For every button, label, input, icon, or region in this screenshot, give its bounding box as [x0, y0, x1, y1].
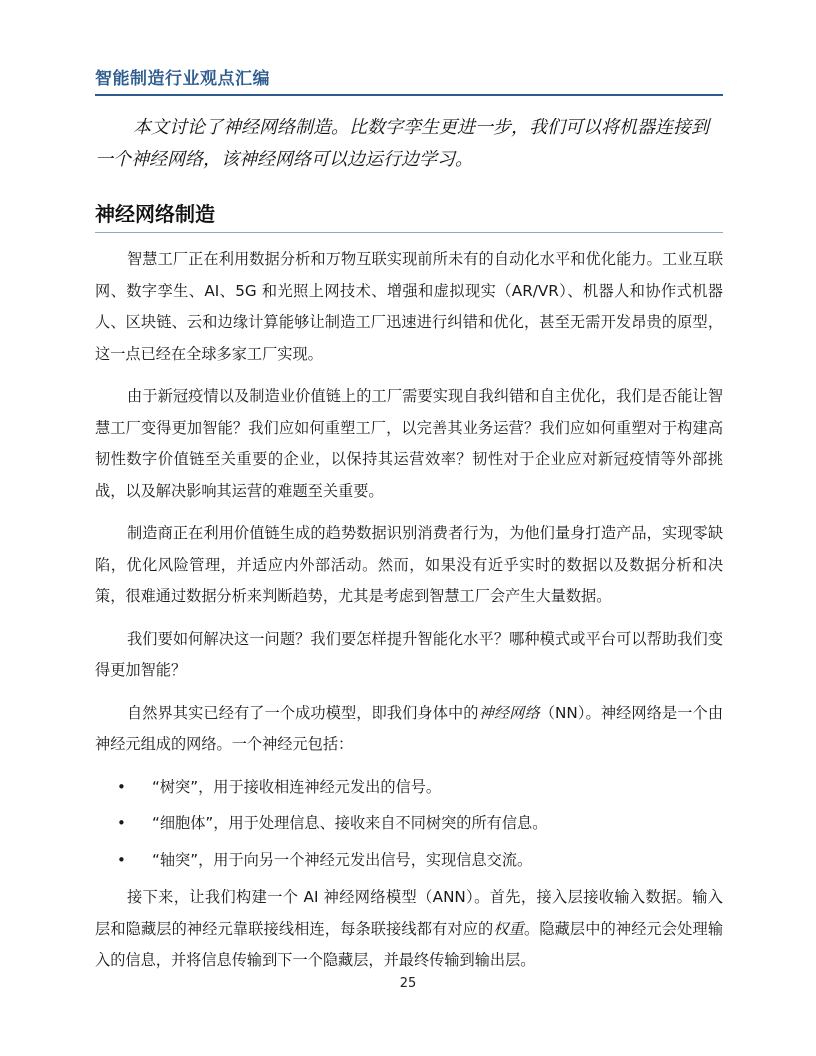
paragraph-2: 由于新冠疫情以及制造业价值链上的工厂需要实现自我纠错和自主优化，我们是否能让智慧工厂变得更加智能？我们应如何重塑工厂，以完善其业务运营？我们应如何重塑对于构建高韧性数字价值链至关重要的企业，以保持其运营效率？韧性对于企业应对新冠疫情等外部挑战，以及解决影响其运营的难题至关重要。 [95, 387, 723, 500]
body-text [95, 244, 723, 988]
intro-paragraph: 本文讨论了神经网络制造。比数字孪生更进一步，我们可以将机器连接到一个神经网络，该神经网络可以边运行边学习。 [95, 117, 709, 170]
list-item [95, 772, 723, 804]
section-title: 神经网络制造 [95, 202, 215, 226]
paragraph-4: 我们要如何解决这一问题？我们要怎样提升智能化水平？哪种模式或平台可以帮助我们变得更加智能？ [95, 629, 723, 679]
paragraph-6 [95, 882, 723, 977]
paragraph-5-emphasis: 神经网络 [478, 703, 540, 722]
paragraph-5-text-a: 自然界其实已经有了一个成功模型，即我们身体中的 [127, 703, 479, 722]
list-item-text: “树突”，用于接收相连神经元发出的信号。 [152, 777, 442, 796]
bullet-icon: • [117, 850, 126, 869]
paragraph-1: 智慧工厂正在利用数据分析和万物互联实现前所未有的自动化水平和优化能力。工业互联网、数字孪生、AI、5G 和光照上网技术、增强和虚拟现实（AR/VR）、机器人和协作式机器人、区块链、云和边缘计算能够让制造工厂迅速进行纠错和优化，甚至无需开发昂贵的原型，这一点已经在全球多家工厂实现。 [95, 250, 723, 363]
list-item-text: “轴突”，用于向另一个神经元发出信号，实现信息交流。 [152, 850, 533, 869]
paragraph-5 [95, 698, 723, 761]
running-header [95, 64, 723, 96]
paragraph-3: 制造商正在利用价值链生成的趋势数据识别消费者行为，为他们量身打造产品，实现零缺陷，优化风险管理，并适应内外部活动。然而，如果没有近乎实时的数据以及数据分析和决策，很难通过数据分析来判断趋势，尤其是考虑到智慧工厂会产生大量数据。 [95, 524, 723, 605]
paragraph-6-text-a: 接下来，让我们构建一个 AI 神经网络模型（ANN）。首先，接入层接收输入数据。输入层和隐藏层的神经元靠联接线相连，每条联接线都有对应的 [95, 888, 723, 938]
paragraph-5-text-b: （NN）。神经网络是一个由神经元组成的网络。一个神经元包括： [95, 703, 724, 753]
bullet-icon: • [117, 814, 126, 832]
neuron-parts-list [95, 772, 723, 877]
page-number: 25 [399, 976, 417, 991]
list-item-text: “细胞体”，用于处理信息、接收来自不同树突的所有信息。 [152, 814, 548, 832]
header-title: 智能制造行业观点汇编 [95, 69, 270, 89]
paragraph-6-emphasis: 权重 [493, 919, 524, 938]
section-heading [95, 198, 723, 233]
list-item [95, 845, 723, 877]
list-item [95, 808, 723, 840]
bullet-icon: • [117, 777, 126, 796]
paragraph-6-text-b: 。隐藏层中的神经元会处理输入的信息，并将信息传输到下一个隐藏层，并最终传输到输出层。 [95, 919, 723, 969]
